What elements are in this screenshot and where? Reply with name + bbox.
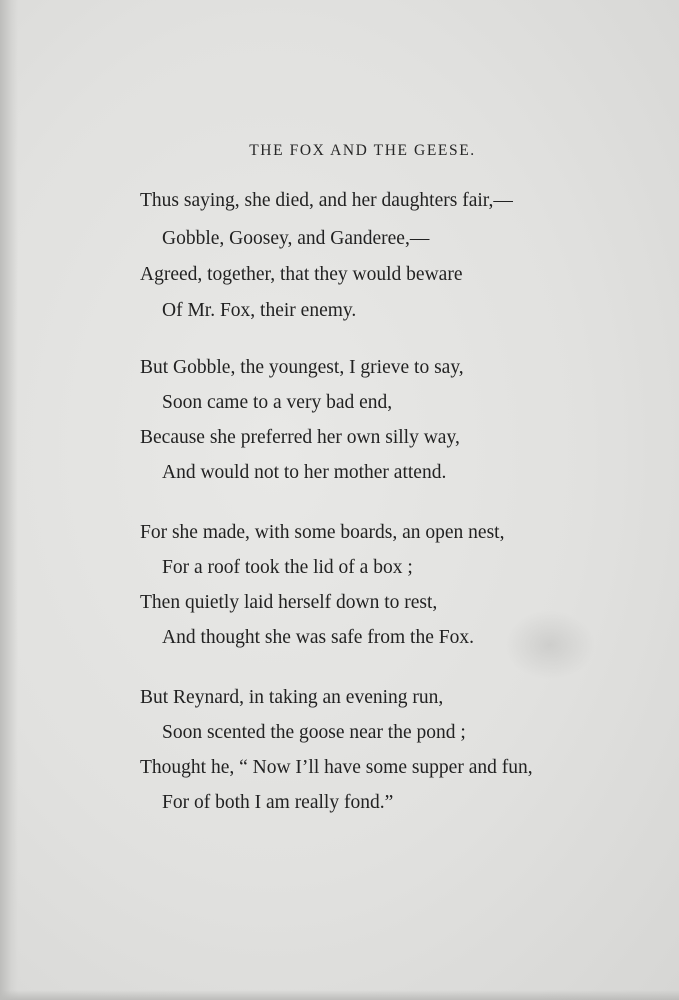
page-bottom-edge [0, 990, 679, 1000]
poem-line: Soon scented the goose near the pond ; [162, 722, 466, 743]
poem-line: Thought he, “ Now I’ll have some supper and fun, [140, 757, 533, 778]
poem-line: And would not to her mother attend. [162, 462, 447, 483]
poem-line: Because she preferred her own silly way, [140, 427, 460, 448]
poem-line: For of both I am really fond.” [162, 792, 394, 813]
poem-line: But Reynard, in taking an evening run, [140, 687, 444, 708]
page-title: THE FOX AND THE GEESE. [249, 142, 476, 159]
poem-line: For she made, with some boards, an open nest, [140, 522, 505, 543]
poem-line: Soon came to a very bad end, [162, 392, 393, 413]
poem-line: For a roof took the lid of a box ; [162, 557, 413, 578]
poem-line: Then quietly laid herself down to rest, [140, 592, 438, 613]
poem-line: But Gobble, the youngest, I grieve to say, [140, 357, 464, 378]
paper-stain [505, 610, 595, 680]
poem-line: Of Mr. Fox, their enemy. [162, 300, 357, 321]
poem-line: Gobble, Goosey, and Ganderee,— [162, 228, 430, 249]
poem-line: Agreed, together, that they would beware [140, 264, 463, 285]
poem-line: And thought she was safe from the Fox. [162, 627, 474, 648]
poem-line: Thus saying, she died, and her daughters fair,— [140, 190, 513, 211]
